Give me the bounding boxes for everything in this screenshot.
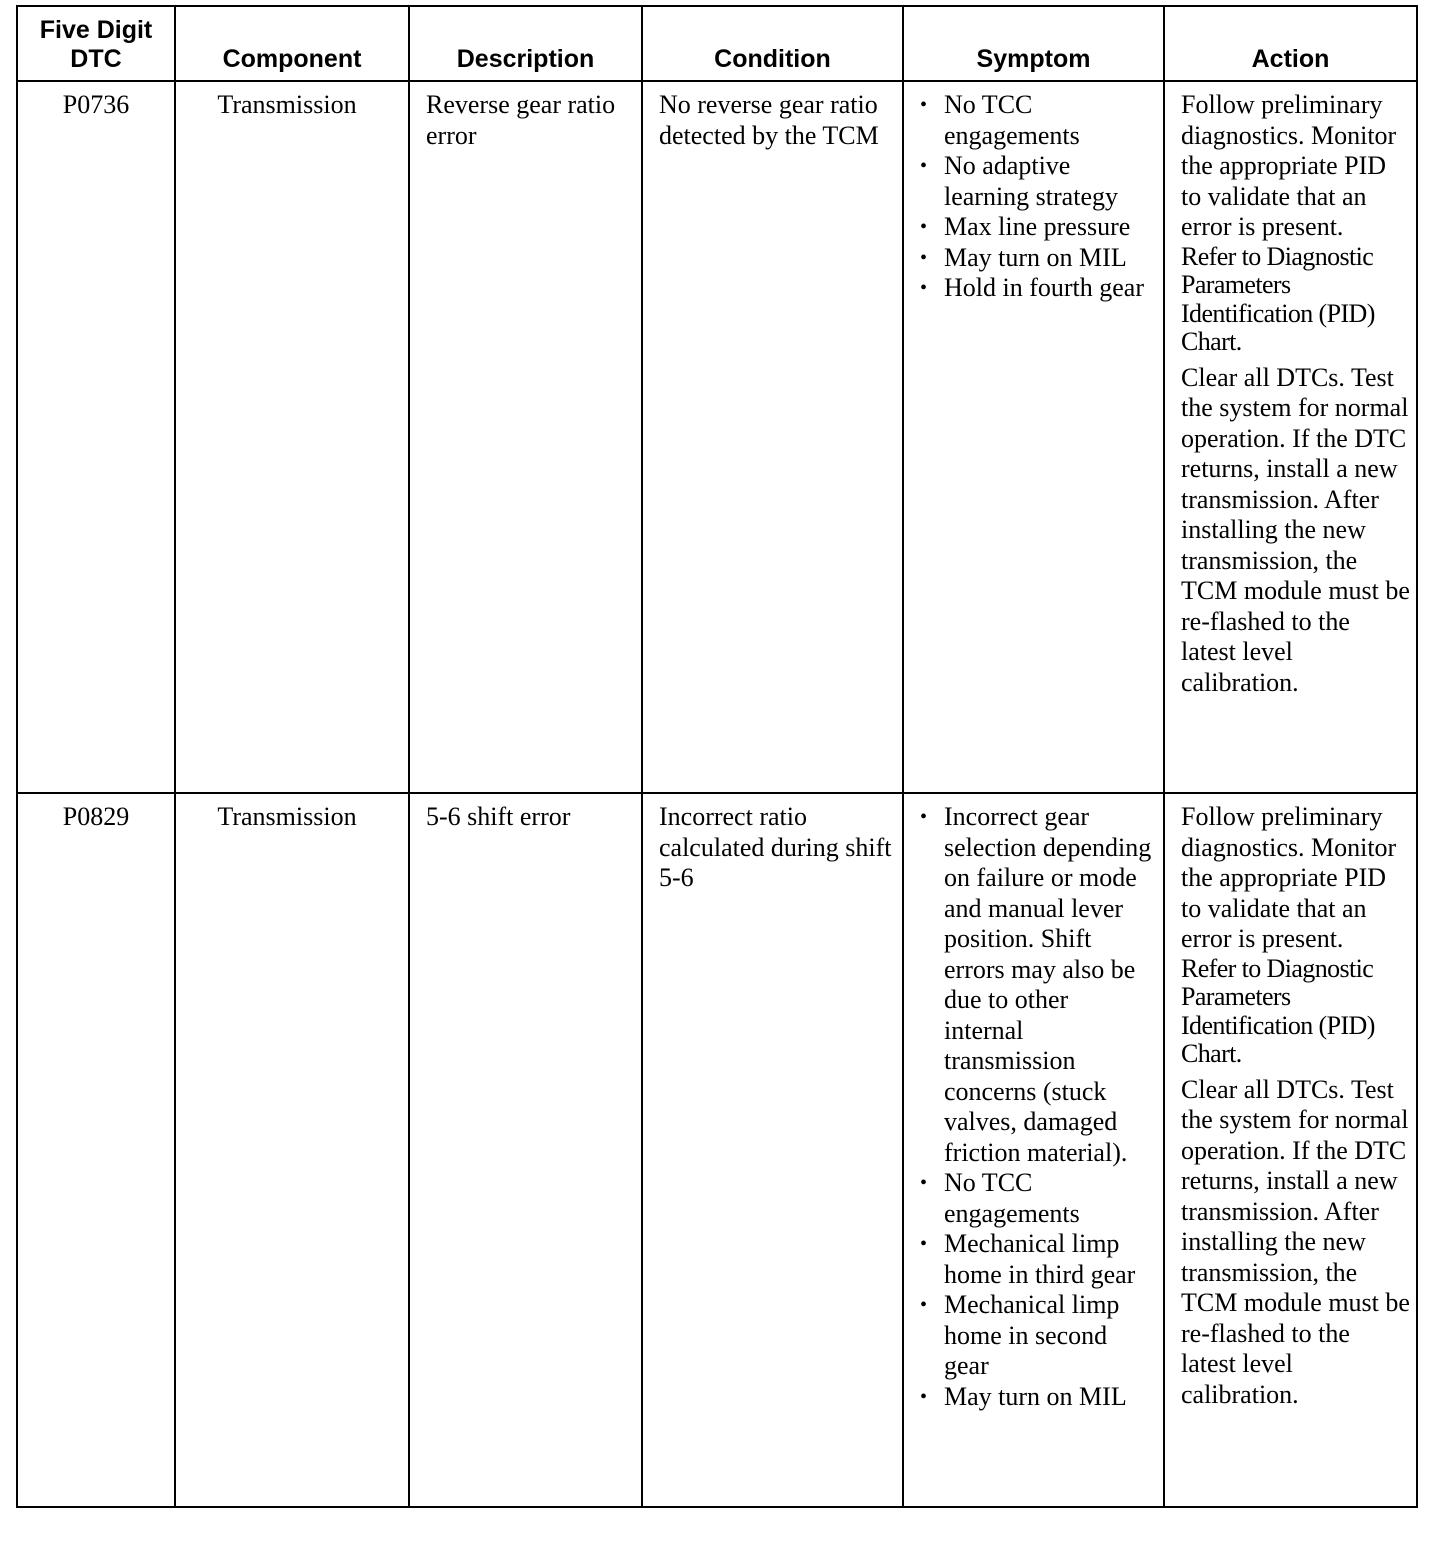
table-row xyxy=(17,793,1417,1507)
symptom-item: • No adaptive learning strategy xyxy=(920,151,1153,212)
table-row xyxy=(17,81,1417,793)
action-clear-text: Clear all DTCs. Test the system for normal operation. If the DTC returns, install a new transmission. After installing the new transmission, the TCM module must be re-flashed to the latest level calibration. xyxy=(1181,1074,1410,1409)
action-cell xyxy=(1164,793,1417,1507)
dtc-code-cell: P0829 xyxy=(17,793,175,1507)
symptom-list xyxy=(920,90,1153,304)
symptom-item: • No TCC engagements xyxy=(920,1168,1153,1229)
header-five-digit-dtc: Five Digit DTC xyxy=(17,6,175,81)
header-condition: Condition xyxy=(642,6,903,81)
header-row xyxy=(17,6,1417,81)
dtc-table xyxy=(16,5,1418,1508)
condition-cell: Incorrect ratio calculated during shift 5-6 xyxy=(642,793,903,1507)
action-monitor-text: Follow preliminary diagnostics. Monitor the appropriate PID to validate that an error is present. xyxy=(1181,90,1397,241)
action-reference-text: Refer to Diagnostic Parameters Identification (PID) Chart. xyxy=(1181,953,1375,1068)
symptom-item: • Incorrect gear selection depending on failure or mode and manual lever position. Shift errors may also be due to other internal transmission concerns (stuck valves, damaged friction material). xyxy=(920,802,1153,1168)
symptom-item: • Mechanical limp home in second gear xyxy=(920,1290,1153,1382)
header-action: Action xyxy=(1164,6,1417,81)
symptom-cell xyxy=(903,81,1164,793)
header-component: Component xyxy=(175,6,409,81)
header-symptom: Symptom xyxy=(903,6,1164,81)
description-cell: 5-6 shift error xyxy=(409,793,642,1507)
symptom-item: • Max line pressure xyxy=(920,212,1153,243)
component-cell: Transmission xyxy=(175,793,409,1507)
component-cell: Transmission xyxy=(175,81,409,793)
symptom-item: • No TCC engagements xyxy=(920,90,1153,151)
symptom-item: • Mechanical limp home in third gear xyxy=(920,1229,1153,1290)
action-clear-text: Clear all DTCs. Test the system for normal operation. If the DTC returns, install a new transmission. After installing the new transmission, the TCM module must be re-flashed to the latest level calibration. xyxy=(1181,362,1410,697)
symptom-item: • May turn on MIL xyxy=(920,1382,1153,1413)
action-cell xyxy=(1164,81,1417,793)
symptom-list xyxy=(920,802,1153,1412)
header-description: Description xyxy=(409,6,642,81)
dtc-code-cell: P0736 xyxy=(17,81,175,793)
description-cell: Reverse gear ratio error xyxy=(409,81,642,793)
symptom-cell xyxy=(903,793,1164,1507)
action-monitor-text: Follow preliminary diagnostics. Monitor the appropriate PID to validate that an error is present. xyxy=(1181,802,1397,953)
symptom-item: • May turn on MIL xyxy=(920,243,1153,274)
condition-cell: No reverse gear ratio detected by the TCM xyxy=(642,81,903,793)
table-header xyxy=(17,6,1417,81)
symptom-item: • Hold in fourth gear xyxy=(920,273,1153,304)
action-reference-text: Refer to Diagnostic Parameters Identification (PID) Chart. xyxy=(1181,241,1375,356)
